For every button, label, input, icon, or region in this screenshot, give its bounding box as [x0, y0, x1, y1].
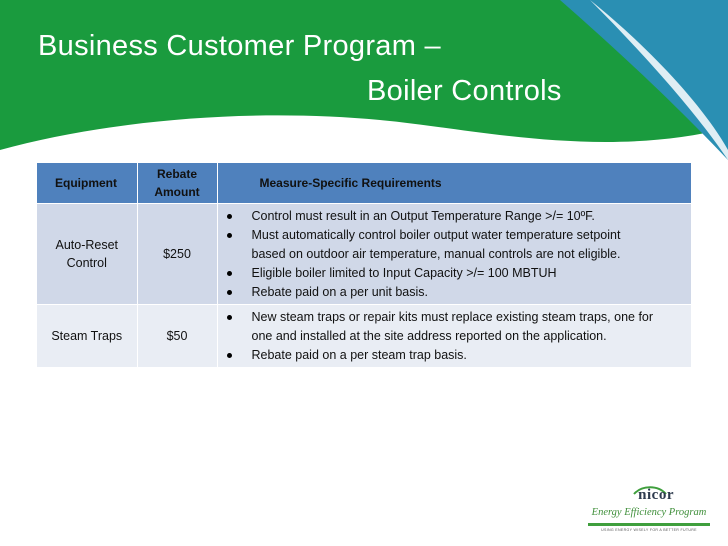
requirements-cell [217, 305, 691, 368]
header-rebate-amount [137, 163, 217, 204]
slide-title-line1: Business Customer Program – [38, 30, 441, 62]
requirement-item-continued: based on outdoor air temperature, manual controls are not eligible. [251, 247, 621, 261]
equipment-line1: Auto-Reset [55, 238, 119, 252]
amount-cell: $50 [137, 305, 217, 368]
header-requirements: Measure-Specific Requirements [217, 163, 691, 204]
requirement-item: New steam traps or repair kits must replace existing steam traps, one for [218, 308, 692, 327]
requirements-list [218, 204, 692, 304]
header-rebate-line1: Rebate [156, 167, 197, 181]
requirement-item: Must automatically control boiler output water temperature setpoint [218, 226, 692, 245]
equipment-line2: Control [66, 256, 107, 270]
table-row [37, 204, 691, 305]
equipment-cell [37, 204, 137, 305]
logo-divider [588, 523, 710, 526]
requirement-item-continued: one and installed at the site address reported on the application. [251, 329, 607, 343]
table-header-row [37, 163, 691, 204]
logo-wordmark: nicor [638, 487, 674, 503]
header-rebate-line2: Amount [154, 185, 200, 199]
amount-cell: $250 [137, 204, 217, 305]
header-equipment: Equipment [37, 163, 137, 204]
logo-program-name: Energy Efficiency Program [591, 507, 707, 518]
header-banner [0, 0, 728, 160]
nicor-logo [584, 487, 714, 535]
requirement-item: Rebate paid on a per steam trap basis. [218, 346, 692, 365]
requirement-item: Eligible boiler limited to Input Capacity >/= 100 MBTUH [218, 264, 692, 283]
table-row [37, 305, 691, 368]
requirements-list [218, 305, 692, 367]
rebate-table [37, 163, 691, 367]
slide-title-line2: Boiler Controls [367, 75, 562, 107]
equipment-cell: Steam Traps [37, 305, 137, 368]
requirements-cell [217, 204, 691, 305]
logo-tagline: USING ENERGY WISELY FOR A BETTER FUTURE [601, 528, 697, 532]
requirement-item: Rebate paid on a per unit basis. [218, 283, 692, 302]
requirement-item: Control must result in an Output Temperature Range >/= 10ºF. [218, 207, 692, 226]
